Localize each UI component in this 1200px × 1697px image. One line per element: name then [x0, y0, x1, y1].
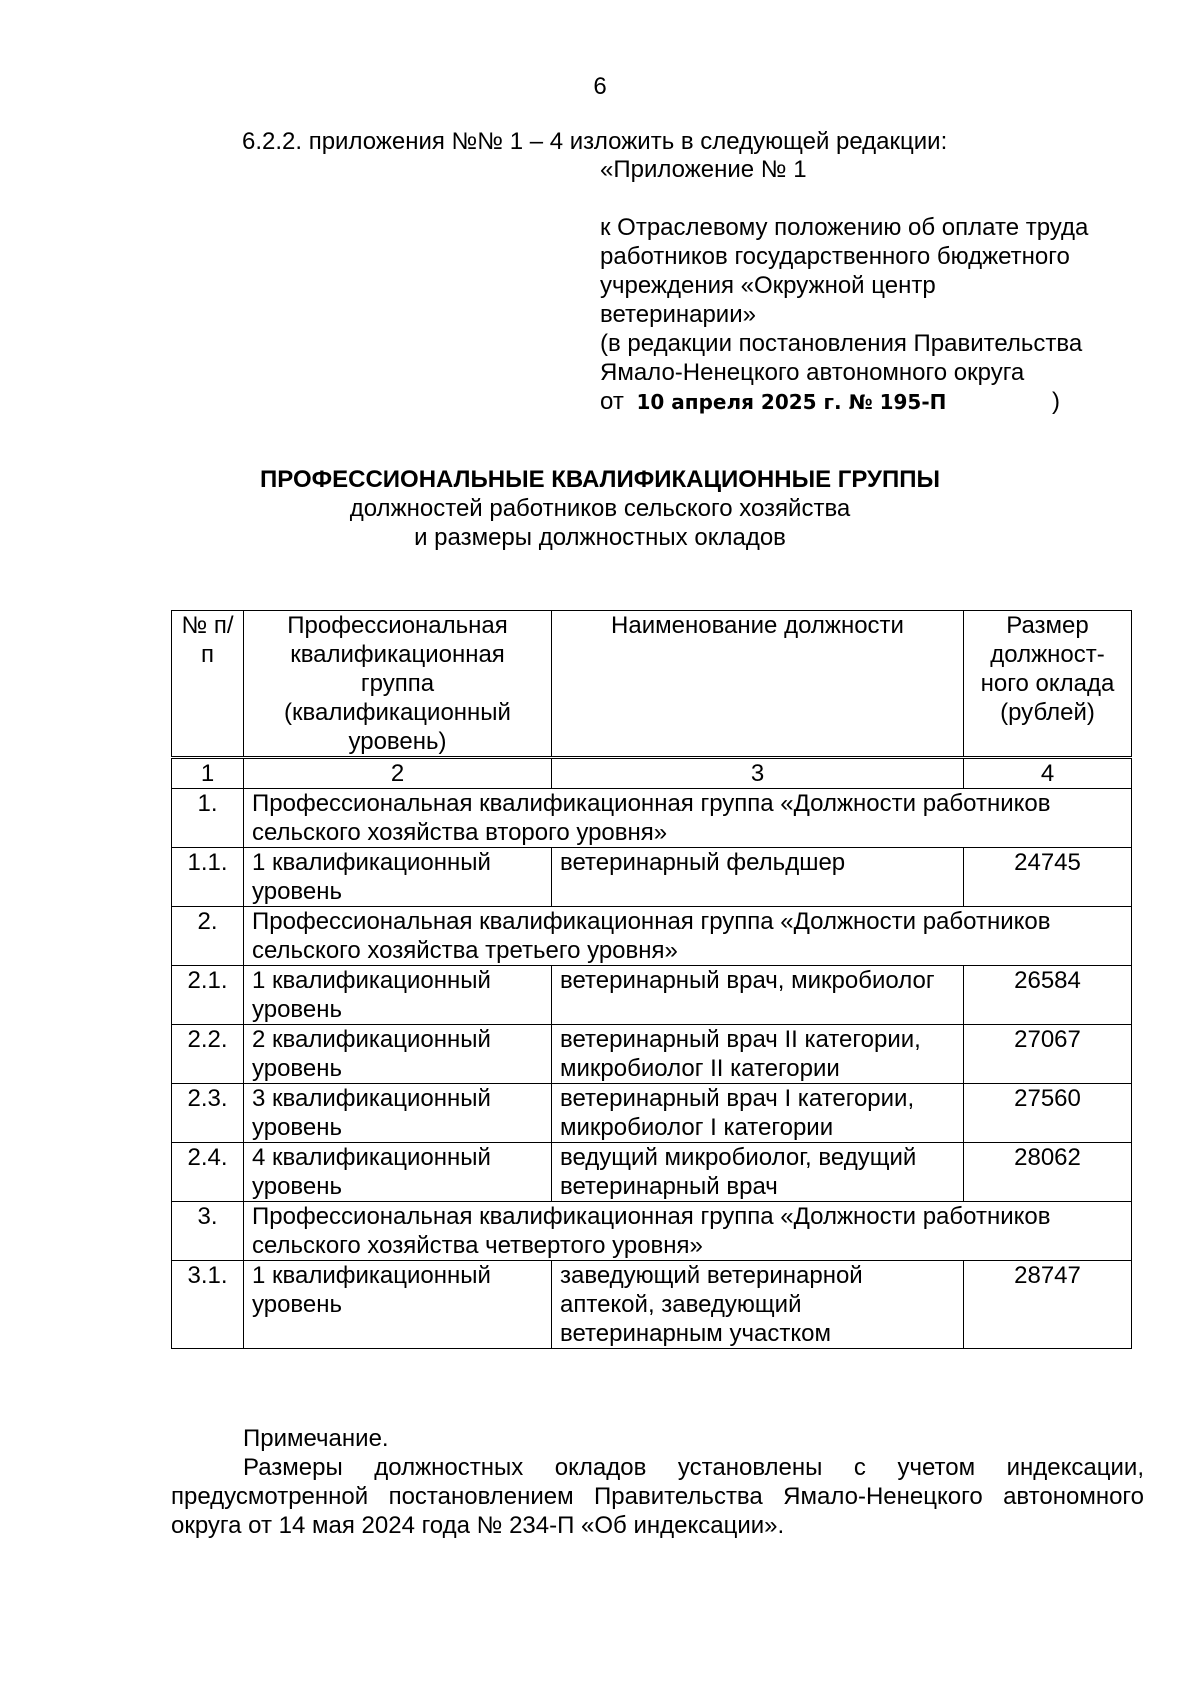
salary-value: 26584: [964, 966, 1132, 1025]
row-number: 3.: [172, 1202, 244, 1261]
group-title: Профессиональная квалификационная группа «Должности работников сельского хозяйства третьего уровня»: [244, 907, 1132, 966]
salary-value: 27560: [964, 1084, 1132, 1143]
appendix-stamp: [600, 155, 1160, 417]
row-number: 2.4.: [172, 1143, 244, 1202]
group-title: Профессиональная квалификационная группа «Должности работников сельского хозяйства второго уровня»: [244, 789, 1132, 848]
position-name: ветеринарный фельдшер: [552, 848, 964, 907]
qualification-level: 1 квалификационный уровень: [244, 1261, 552, 1349]
group-row: [172, 907, 1132, 966]
page-number: 6: [593, 73, 607, 100]
heading-sub-1: должностей работников сельского хозяйства: [349, 495, 851, 522]
column-number-row: [172, 758, 1132, 789]
table-row: [172, 1261, 1132, 1349]
row-number: 1.: [172, 789, 244, 848]
appendix-line-5: (в редакции постановления Правительства: [600, 330, 1083, 357]
position-name: ведущий микробиолог, ведущий ветеринарный врач: [552, 1143, 964, 1202]
qualification-groups-table: [171, 610, 1132, 1349]
header-group: Профессиональная квалификационная группа (квалификационный уровень): [244, 611, 552, 758]
group-title: Профессиональная квалификационная группа «Должности работников сельского хозяйства четвертого уровня»: [244, 1202, 1132, 1261]
appendix-line-2: работников государственного бюджетного: [600, 243, 1070, 270]
row-number: 2.1.: [172, 966, 244, 1025]
row-number: 2.: [172, 907, 244, 966]
note-section: [171, 1424, 1144, 1540]
note-title: Примечание.: [243, 1425, 389, 1452]
position-name: заведующий ветеринарной аптекой, заведующий ветеринарным участком: [552, 1261, 964, 1349]
position-name: ветеринарный врач II категории, микробиолог II категории: [552, 1025, 964, 1084]
appendix-date-prefix: от: [600, 388, 624, 415]
appendix-line-6: Ямало-Ненецкого автономного округа: [600, 359, 1025, 386]
column-number: 4: [964, 758, 1132, 789]
heading-main: ПРОФЕССИОНАЛЬНЫЕ КВАЛИФИКАЦИОННЫЕ ГРУППЫ: [260, 466, 940, 493]
column-number: 3: [552, 758, 964, 789]
position-name: ветеринарный врач, микробиолог: [552, 966, 964, 1025]
heading-sub-2: и размеры должностных окладов: [414, 524, 786, 551]
appendix-date-line: [600, 387, 1160, 417]
qualification-level: 3 квалификационный уровень: [244, 1084, 552, 1143]
amendment-intro: 6.2.2. приложения №№ 1 – 4 изложить в следующей редакции:: [242, 128, 948, 155]
qualification-level: 1 квалификационный уровень: [244, 966, 552, 1025]
table-row: [172, 1025, 1132, 1084]
salary-value: 28747: [964, 1261, 1132, 1349]
note-text: Размеры должностных окладов установлены с учетом индексации, предусмотренной постановлением Правительства Ямало-Ненецкого автономного округа от 14 мая 2024 года № 234-П «Об индексации».: [171, 1454, 1144, 1539]
group-row: [172, 789, 1132, 848]
row-number: 2.2.: [172, 1025, 244, 1084]
salary-value: 28062: [964, 1143, 1132, 1202]
appendix-line-3: учреждения «Окружной центр: [600, 272, 936, 299]
header-num: № п/п: [172, 611, 244, 758]
appendix-line-4: ветеринарии»: [600, 301, 756, 328]
column-number: 2: [244, 758, 552, 789]
group-row: [172, 1202, 1132, 1261]
appendix-spacer: [600, 184, 1160, 213]
table-row: [172, 1143, 1132, 1202]
appendix-date-close: ): [1052, 388, 1060, 415]
position-name: ветеринарный врач I категории, микробиолог I категории: [552, 1084, 964, 1143]
salary-value: 24745: [964, 848, 1132, 907]
table-row: [172, 848, 1132, 907]
qualification-level: 2 квалификационный уровень: [244, 1025, 552, 1084]
row-number: 1.1.: [172, 848, 244, 907]
row-number: 2.3.: [172, 1084, 244, 1143]
column-number: 1: [172, 758, 244, 789]
table-row: [172, 1084, 1132, 1143]
header-position: Наименование должности: [552, 611, 964, 758]
table-row: [172, 966, 1132, 1025]
salary-value: 27067: [964, 1025, 1132, 1084]
document-heading: [0, 465, 1200, 552]
row-number: 3.1.: [172, 1261, 244, 1349]
appendix-date-value: 10 апреля 2025 г. № 195-П: [636, 390, 947, 414]
qualification-level: 1 квалификационный уровень: [244, 848, 552, 907]
header-salary: Размер должност-ного оклада (рублей): [964, 611, 1132, 758]
appendix-line-1: к Отраслевому положению об оплате труда: [600, 214, 1089, 241]
qualification-level: 4 квалификационный уровень: [244, 1143, 552, 1202]
table-header-row: [172, 611, 1132, 758]
appendix-title: «Приложение № 1: [600, 156, 807, 183]
